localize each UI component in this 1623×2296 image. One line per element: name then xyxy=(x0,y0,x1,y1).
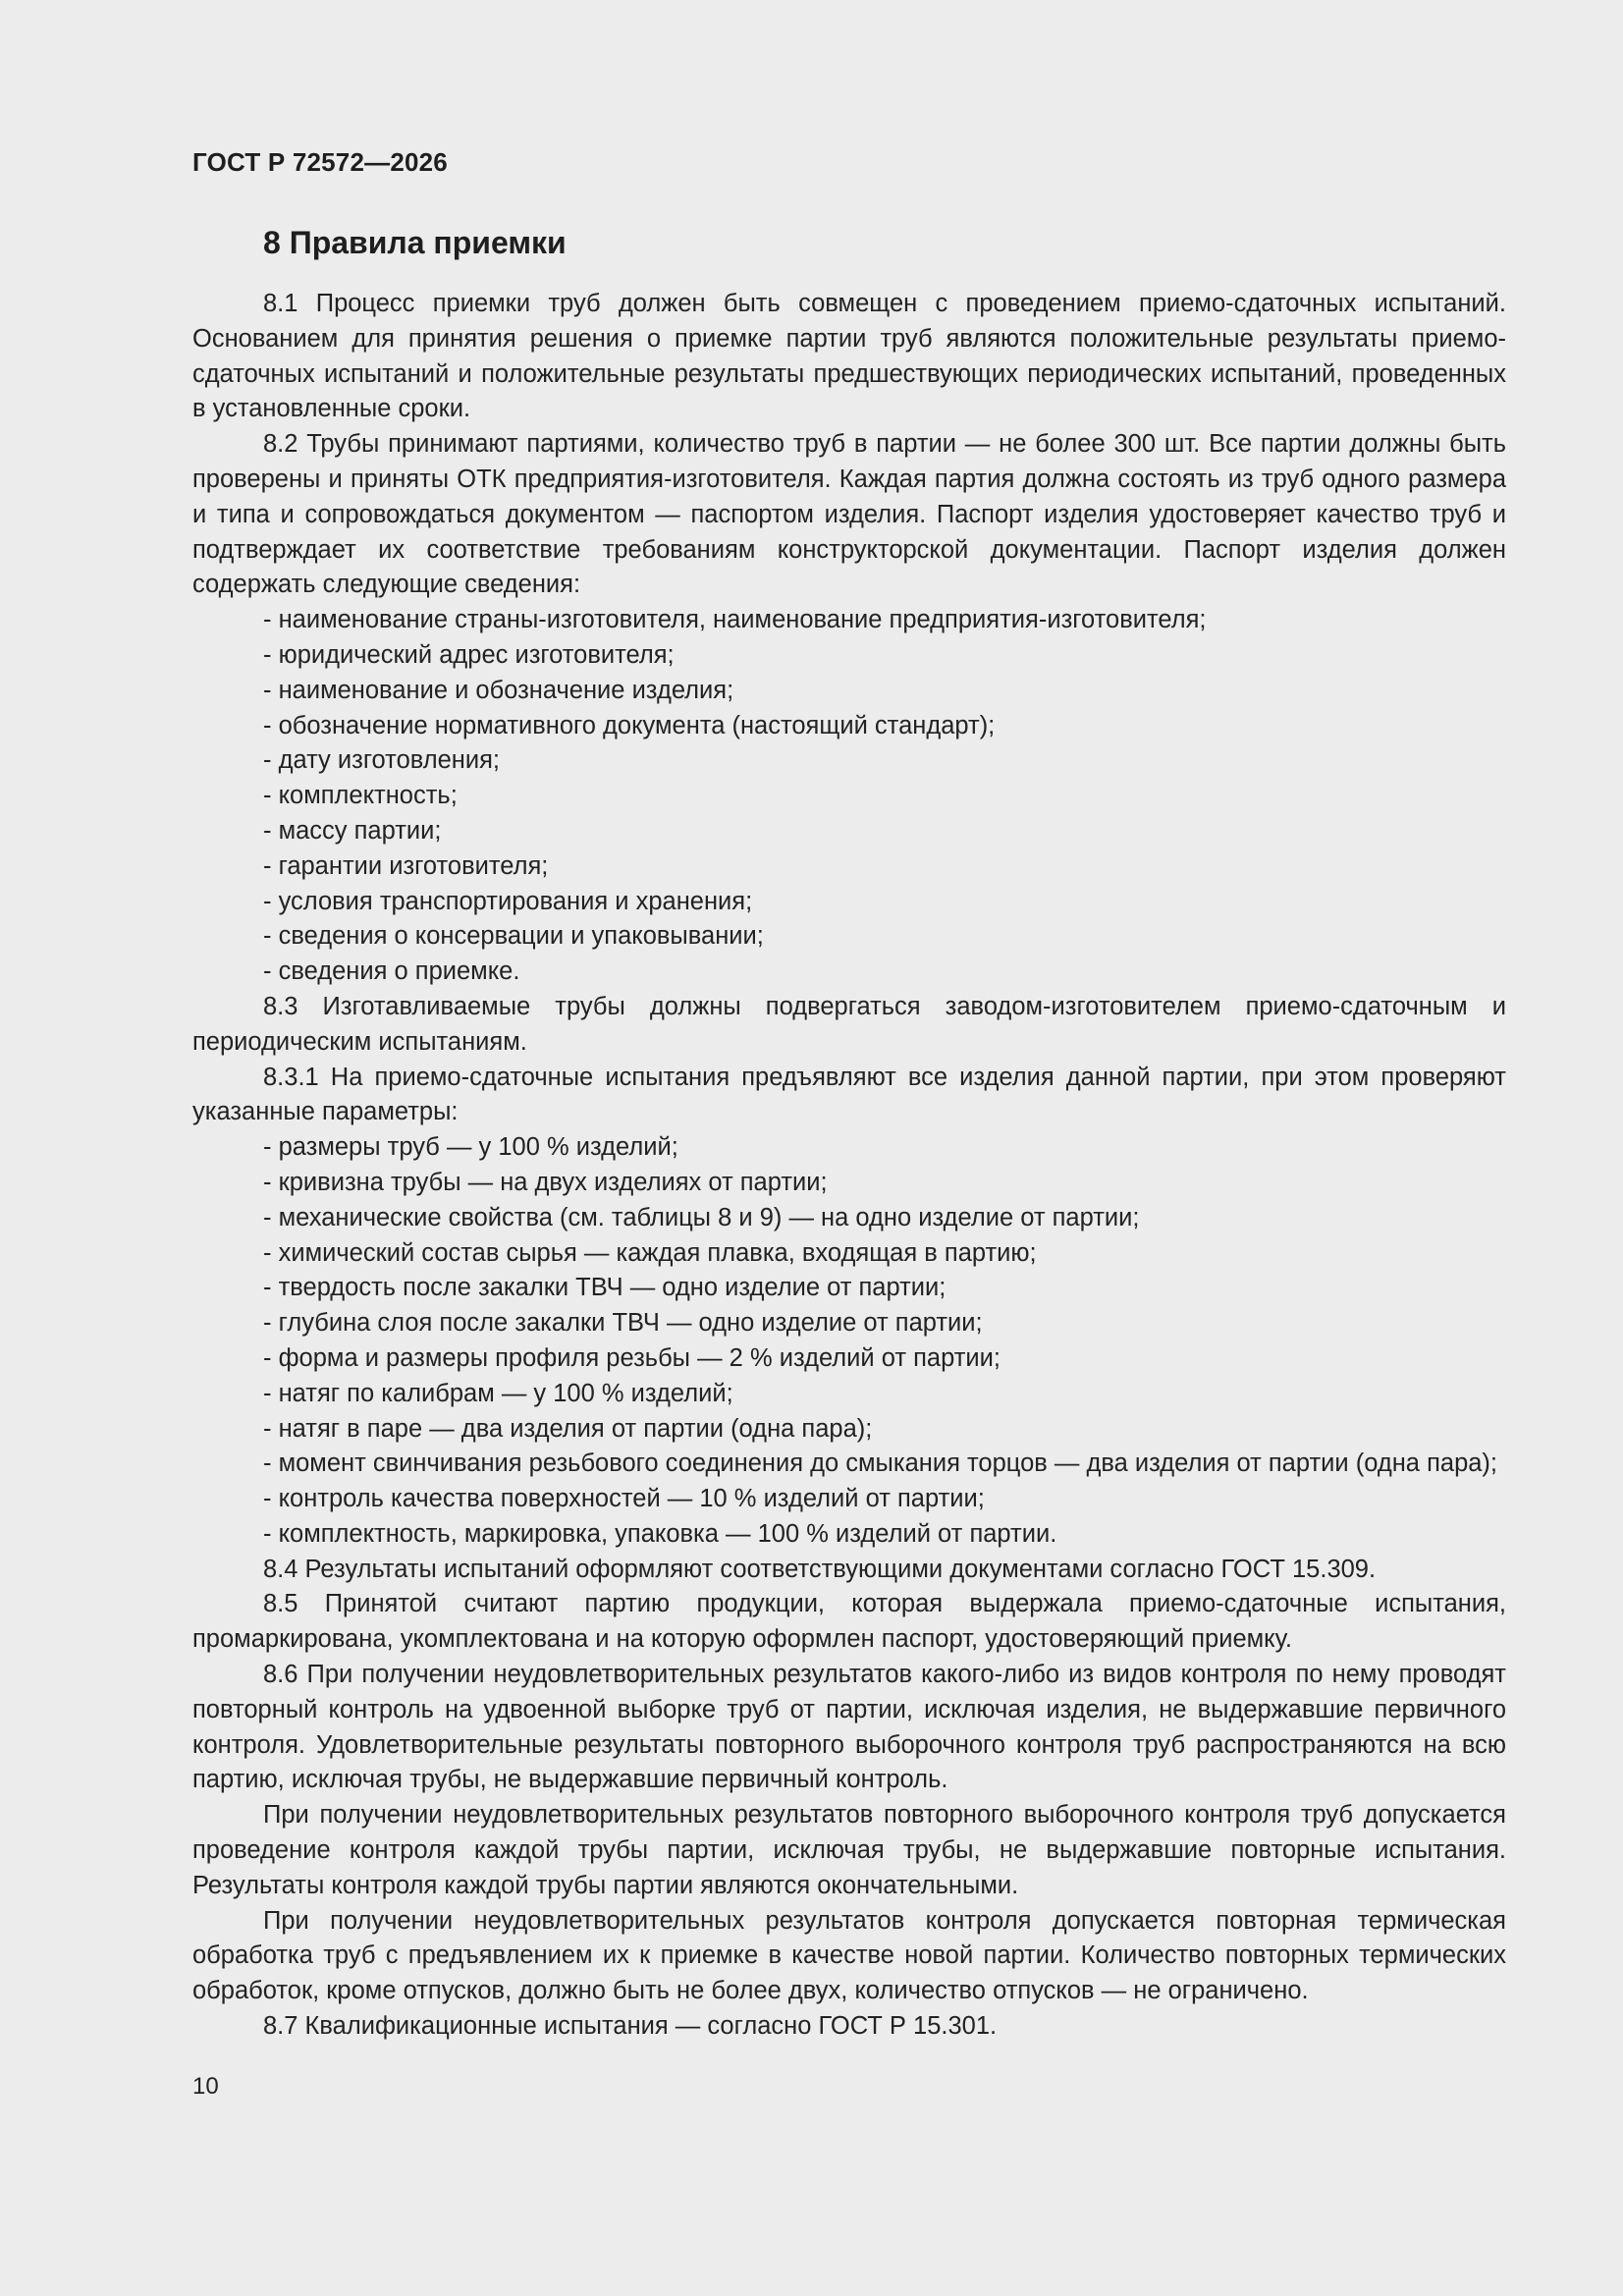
list-item: - натяг в паре — два изделия от партии (одна пара); xyxy=(263,1414,873,1443)
list-item: - механические свойства (см. таблицы 8 и 9) — на одно изделие от партии; xyxy=(263,1203,1140,1231)
list-item: - комплектность, маркировка, упаковка — 100 % изделий от партии. xyxy=(263,1519,1057,1548)
list-item: - глубина слоя после закалки ТВЧ — одно изделие от партии; xyxy=(263,1309,983,1338)
paragraph-8-3-1: 8.3.1 На приемо-сдаточные испытания предъявляют все изделия данной партии, при этом проверяют указанные параметры: xyxy=(192,1063,1506,1126)
passport-info-list xyxy=(192,603,1506,990)
list-item: - условия транспортирования и хранения; xyxy=(263,887,753,915)
paragraph-8-3: 8.3 Изготавливаемые трубы должны подвергаться заводом-изготовителем приемо-сдаточным и периодическим испытаниям. xyxy=(192,992,1506,1056)
list-item: - наименование и обозначение изделия; xyxy=(263,676,734,704)
list-item: - обозначение нормативного документа (настоящий стандарт); xyxy=(263,711,996,739)
list-item: - контроль качества поверхностей — 10 % изделий от партии; xyxy=(263,1485,985,1513)
list-item: - момент свинчивания резьбового соединения до смыкания торцов — два изделия от партии (одна пара); xyxy=(263,1449,1498,1478)
list-item: - сведения о консервации и упаковывании; xyxy=(263,922,764,951)
list-item: - твердость после закалки ТВЧ — одно изделие от партии; xyxy=(263,1274,947,1302)
page-number: 10 xyxy=(192,2073,219,2100)
paragraph-8-6-retest: При получении неудовлетворительных результатов повторного выборочного контроля труб допускается проведение контроля каждой трубы партии, исключая трубы, не выдержавшие повторные испытания. Результаты контроля каждой трубы партии являются окончательными. xyxy=(192,1801,1506,1899)
list-item: - юридический адрес изготовителя; xyxy=(263,640,675,669)
list-item: - размеры труб — у 100 % изделий; xyxy=(263,1133,678,1162)
acceptance-test-list xyxy=(192,1130,1506,1553)
list-item: - дату изготовления; xyxy=(263,746,500,775)
list-item: - натяг по калибрам — у 100 % изделий; xyxy=(263,1379,733,1407)
section-title: 8 Правила приемки xyxy=(263,225,567,260)
paragraph-8-6-heat-treatment: При получении неудовлетворительных результатов контроля допускается повторная термическая обработка труб с предъявлением их к приемке в качестве новой партии. Количество повторных термических обработок, кроме отпусков, должно быть не более двух, количество отпусков — не ограничено. xyxy=(192,1906,1506,2005)
paragraph-8-7: 8.7 Квалификационные испытания — согласно ГОСТ Р 15.301. xyxy=(263,2012,998,2041)
document-code: ГОСТ Р 72572—2026 xyxy=(192,147,448,177)
list-item: - гарантии изготовителя; xyxy=(263,851,549,880)
paragraph-8-6: 8.6 При получении неудовлетворительных результатов какого-либо из видов контроля по нему проводят повторный контроль на удвоенной выборке труб от партии, исключая изделия, не выдержавшие первичного контроля. Удовлетворительные результаты повторного выборочного контроля труб распространяются на всю партию, исключая трубы, не выдержавшие первичный контроль. xyxy=(192,1661,1506,1794)
paragraph-8-5: 8.5 Принятой считают партию продукции, которая выдержала приемо-сдаточные испытания, промаркирована, укомплектована и на которую оформлен паспорт, удостоверяющий приемку. xyxy=(192,1590,1506,1654)
list-item: - химический состав сырья — каждая плавка, входящая в партию; xyxy=(263,1238,1037,1267)
paragraph-8-4: 8.4 Результаты испытаний оформляют соответствующими документами согласно ГОСТ 15.309. xyxy=(263,1555,1377,1583)
paragraph-8-1: 8.1 Процесс приемки труб должен быть совмещен с проведением приемо-сдаточных испытаний. Основанием для принятия решения о приемке партии труб являются положительные результаты приемо-сдаточных испытаний и положительные результаты предшествующих периодических испытаний, проведенных в установленные сроки. xyxy=(192,290,1506,423)
list-item: - форма и размеры профиля резьбы — 2 % изделий от партии; xyxy=(263,1343,1001,1372)
list-item: - наименование страны-изготовителя, наименование предприятия-изготовителя; xyxy=(263,606,1207,634)
list-item: - массу партии; xyxy=(263,816,442,845)
section-body xyxy=(192,287,1506,2045)
document-page xyxy=(192,0,1506,2296)
list-item: - сведения о приемке. xyxy=(263,957,520,986)
paragraph-8-2: 8.2 Трубы принимают партиями, количество труб в партии — не более 300 шт. Все партии должны быть проверены и приняты ОТК предприятия-изготовителя. Каждая партия должна состоять из труб одного размера и типа и сопровождаться документом — паспортом изделия. Паспорт изделия удостоверяет качество труб и подтверждает их соответствие требованиям конструкторской документации. Паспорт изделия должен содержать следующие сведения: xyxy=(192,430,1506,599)
list-item: - кривизна трубы — на двух изделиях от партии; xyxy=(263,1168,828,1196)
list-item: - комплектность; xyxy=(263,782,458,810)
